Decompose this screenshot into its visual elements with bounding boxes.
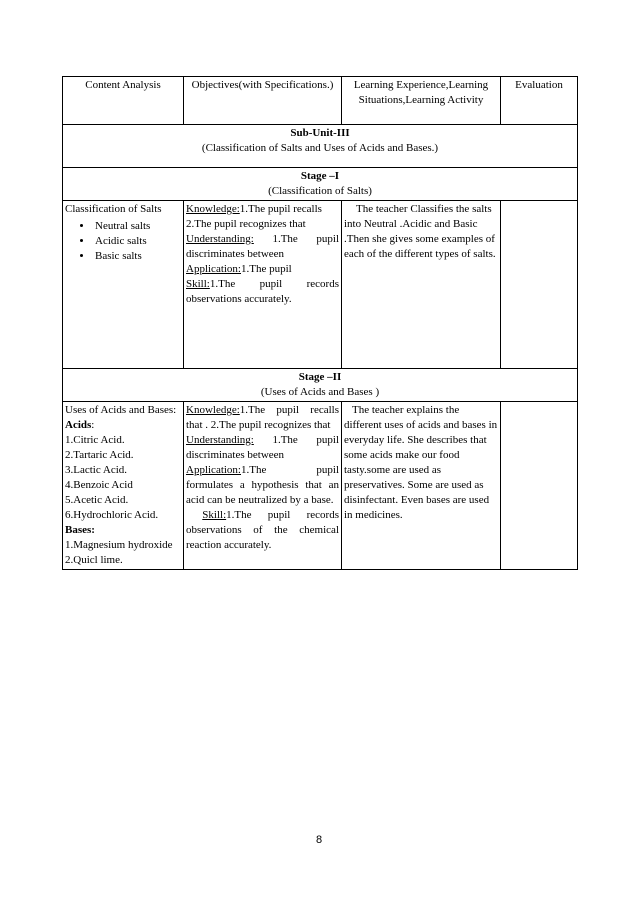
list-item: • Basic salts [93, 249, 181, 264]
salt-types-list [65, 219, 181, 264]
objective-label: Understanding: [186, 434, 254, 446]
acids-label: Acids [65, 419, 92, 431]
stage1-heading [63, 168, 578, 201]
list-item: • Neutral salts [93, 219, 181, 234]
stage1-content-row [63, 201, 578, 369]
header-learning-experience: Learning Experience,Learning Situations,Learning Activity [342, 77, 501, 125]
header-row [63, 77, 578, 125]
list-item: 3.Lactic Acid. [65, 464, 128, 476]
stage1-subtitle: (Classification of Salts) [268, 185, 372, 197]
objective-label: Application: [186, 263, 241, 275]
subunit-title: Sub-Unit-III [290, 127, 350, 139]
objective-label: Understanding: [186, 233, 254, 245]
stage2-heading-row [63, 369, 578, 402]
subunit-subtitle: (Classification of Salts and Uses of Acids and Bases.) [201, 142, 439, 154]
acids-colon: : [91, 419, 95, 431]
stage2-content-analysis [63, 402, 184, 570]
header-content-analysis: Content Analysis [63, 77, 184, 125]
stage1-evaluation [501, 201, 578, 369]
objective-text: 1.The pupil recalls [239, 203, 322, 215]
objective-text: 1.The pupil [241, 263, 292, 275]
list-item: • Acidic salts [93, 234, 181, 249]
objective-label: Skill: [202, 509, 227, 521]
stage2-heading [63, 369, 578, 402]
objective-text: 1.The pupil discriminates between [186, 233, 340, 260]
list-item: 6.Hydrochloric Acid. [65, 509, 159, 521]
objective-label: Knowledge: [186, 203, 240, 215]
stage2-objectives [184, 402, 342, 570]
lesson-plan-table [62, 76, 578, 570]
header-evaluation: Evaluation [501, 77, 578, 125]
subunit-heading [63, 125, 578, 168]
subunit-row [63, 125, 578, 168]
stage2-subtitle: (Uses of Acids and Bases ) [260, 386, 380, 398]
objective-text: 2.The pupil recognizes that [186, 218, 306, 230]
list-item: 1.Citric Acid. [65, 434, 125, 446]
stage1-heading-row [63, 168, 578, 201]
list-item: 5.Acetic Acid. [65, 494, 129, 506]
stage1-content-title: Classification of Salts [65, 203, 162, 215]
objective-text: 1.The pupil discriminates between [186, 434, 340, 461]
acids-heading [65, 418, 181, 433]
list-item: 4.Benzoic Acid [65, 479, 133, 491]
objective-text: 1.The pupil records observations of the chemical reaction accurately. [186, 509, 340, 551]
stage2-learning-text: The teacher explains the different uses of acids and bases in everyday life. She describes that some acids make our food tasty.some are used as preservatives. Some are used as disinfectant. Even bases are used in medicines. [344, 404, 498, 521]
list-item: 2.Tartaric Acid. [65, 449, 134, 461]
stage2-learning-experience [342, 402, 501, 570]
header-objectives: Objectives(with Specifications.) [184, 77, 342, 125]
list-item: 1.Magnesium hydroxide [65, 539, 173, 551]
objective-text: 1.The pupil records observations accurately. [186, 278, 339, 305]
list-item: 2.Quicl lime. [65, 554, 123, 566]
stage1-title: Stage –I [300, 170, 340, 182]
stage1-learning-experience [342, 201, 501, 369]
stage1-content-analysis [63, 201, 184, 369]
objective-label: Skill: [186, 278, 210, 290]
page-number: 8 [315, 834, 323, 846]
objective-label: Knowledge: [186, 404, 240, 416]
stage1-objectives [184, 201, 342, 369]
objective-label: Application: [186, 464, 241, 476]
stage2-evaluation [501, 402, 578, 570]
objective-text: 1.The pupil formulates a hypothesis that an acid can be neutralized by a base. [186, 464, 339, 506]
bases-label: Bases: [65, 524, 95, 536]
stage2-title: Stage –II [298, 371, 342, 383]
stage2-content-row [63, 402, 578, 570]
objective-text: 1.The pupil recalls that . 2.The pupil recognizes that [186, 404, 339, 431]
stage2-content-intro: Uses of Acids and Bases: [65, 404, 177, 416]
stage1-learning-text: The teacher Classifies the salts into Neutral .Acidic and Basic .Then she gives some examples of each of the different types of salts. [344, 203, 496, 260]
